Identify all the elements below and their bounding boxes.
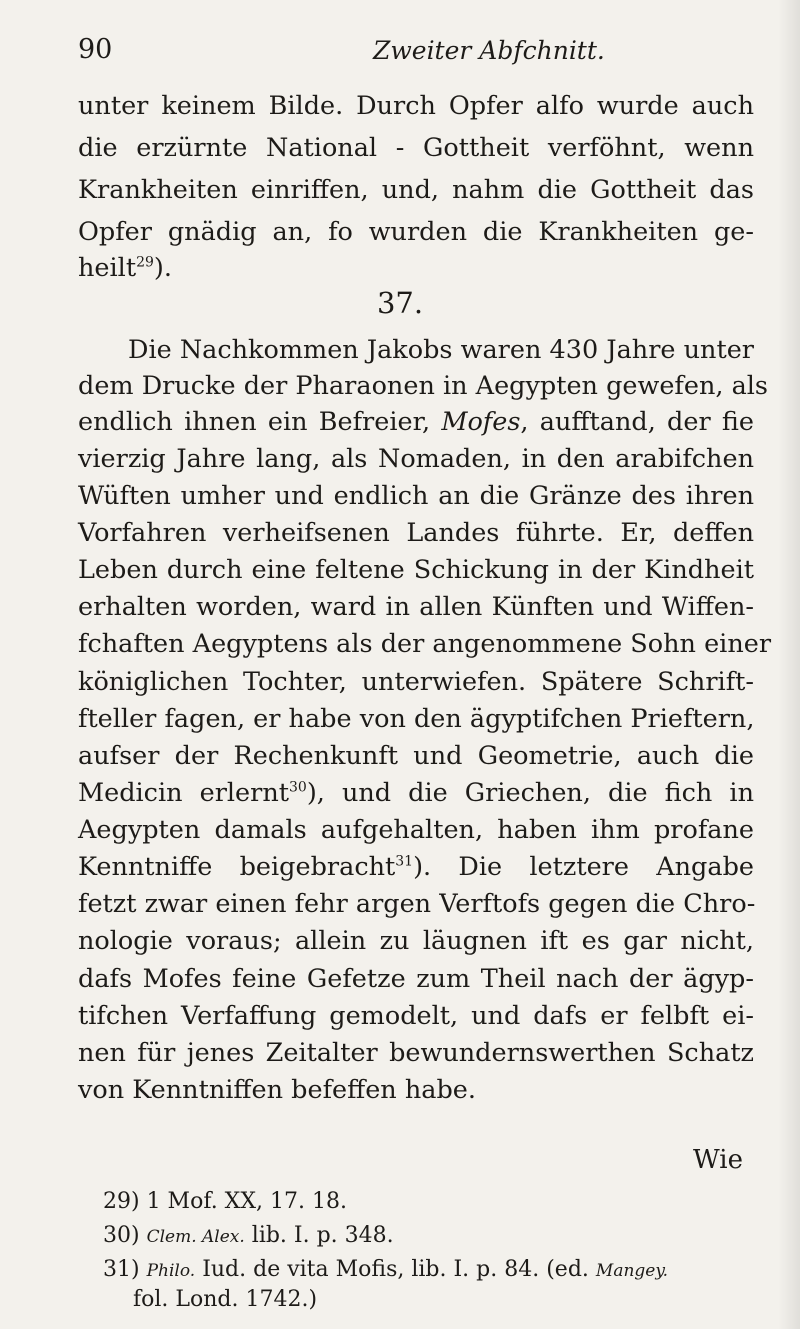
footnote-marker: 30): [103, 1223, 140, 1248]
text-line: erhalten worden, ward in allen Künften und Wiffen-: [78, 592, 754, 622]
text-line: [78, 404, 754, 440]
text-line: nen für jenes Zeitalter bewundernswerthen Schatz: [78, 1038, 754, 1068]
text-fragment: heilt: [78, 253, 137, 283]
text-line: Opfer gnädig an, fo wurden die Krankheiten ge-: [78, 217, 754, 247]
text-fragment: Kenntniffe beigebracht: [78, 852, 396, 882]
footnote-ref: 31: [395, 853, 414, 870]
catchword: Wie: [693, 1145, 743, 1175]
footnote-author: Philo.: [146, 1261, 196, 1281]
footnote-29: 29) 1 Mof. XX, 17. 18.: [103, 1189, 347, 1214]
page-header: [78, 34, 758, 74]
footnote-marker: 31): [103, 1257, 140, 1282]
footnote-text: lib. I. p. 348.: [251, 1223, 394, 1248]
footnote-30: [103, 1221, 394, 1252]
footnote-ref: 29: [136, 254, 154, 271]
text-line: unter keinem Bilde. Durch Opfer alfo wurde auch: [78, 91, 754, 121]
text-line: tifchen Verfaffung gemodelt, und dafs er felbft ei-: [78, 1001, 754, 1031]
text-line: Aegypten damals aufgehalten, haben ihm profane: [78, 815, 754, 845]
text-line: die erzürnte National - Gottheit verföhnt, wenn: [78, 133, 754, 163]
text-line: Die Nachkommen Jakobs waren 430 Jahre unter: [128, 335, 754, 365]
footnote-editor: Mangey.: [595, 1261, 669, 1281]
text-fragment: ). Die letztere Angabe: [413, 852, 754, 882]
footnote-31-continued: fol. Lond. 1742.): [133, 1287, 318, 1312]
text-line: aufser der Rechenkunft und Geometrie, auch die: [78, 741, 754, 771]
page-number: 90: [78, 34, 113, 65]
text-line: Wüften umher und endlich an die Gränze des ihren: [78, 481, 754, 511]
text-fragment: , aufftand, der fie: [520, 407, 754, 437]
page-gutter-shadow: [778, 0, 800, 1329]
text-line: fchaften Aegyptens als der angenommene Sohn einer: [78, 629, 772, 659]
footnote-ref: 30: [289, 779, 307, 796]
text-line: fetzt zwar einen fehr argen Verftofs gegen die Chro-: [78, 889, 756, 919]
text-fragment: ).: [153, 253, 172, 283]
text-line: dem Drucke der Pharaonen in Aegypten gewefen, als: [78, 371, 769, 401]
text-line: [78, 775, 754, 811]
text-line: von Kenntniffen befeffen habe.: [78, 1075, 476, 1105]
text-line: dafs Mofes feine Gefetze zum Theil nach der ägyp-: [78, 964, 754, 994]
text-line: Krankheiten einriffen, und, nahm die Gottheit das: [78, 175, 754, 205]
text-fragment: Medicin erlernt: [78, 778, 289, 808]
footnote-31: [103, 1255, 668, 1286]
text-line: Vorfahren verheifsenen Landes führte. Er, deffen: [78, 518, 754, 548]
section-number: 37.: [376, 286, 424, 320]
text-line: fteller fagen, er habe von den ägyptifchen Prieftern,: [78, 704, 755, 734]
text-line: [78, 250, 172, 286]
text-line: Leben durch eine feltene Schickung in der Kindheit: [78, 555, 754, 585]
text-fragment: ), und die Griechen, die fich in: [306, 778, 754, 808]
text-line: nologie voraus; allein zu läugnen ift es gar nicht,: [78, 926, 754, 956]
name-moses: Mofes: [441, 407, 521, 437]
footnote-author: Clem. Alex.: [146, 1227, 245, 1247]
text-fragment: endlich ihnen ein Befreier,: [78, 407, 431, 437]
text-line: königlichen Tochter, unterwiefen. Spätere Schrift-: [78, 667, 754, 697]
footnote-text: Iud. de vita Mofis, lib. I. p. 84. (ed.: [202, 1257, 589, 1282]
running-head: Zweiter Abfchnitt.: [373, 36, 605, 65]
text-line: [78, 849, 754, 885]
text-line: vierzig Jahre lang, als Nomaden, in den arabifchen: [78, 444, 754, 474]
